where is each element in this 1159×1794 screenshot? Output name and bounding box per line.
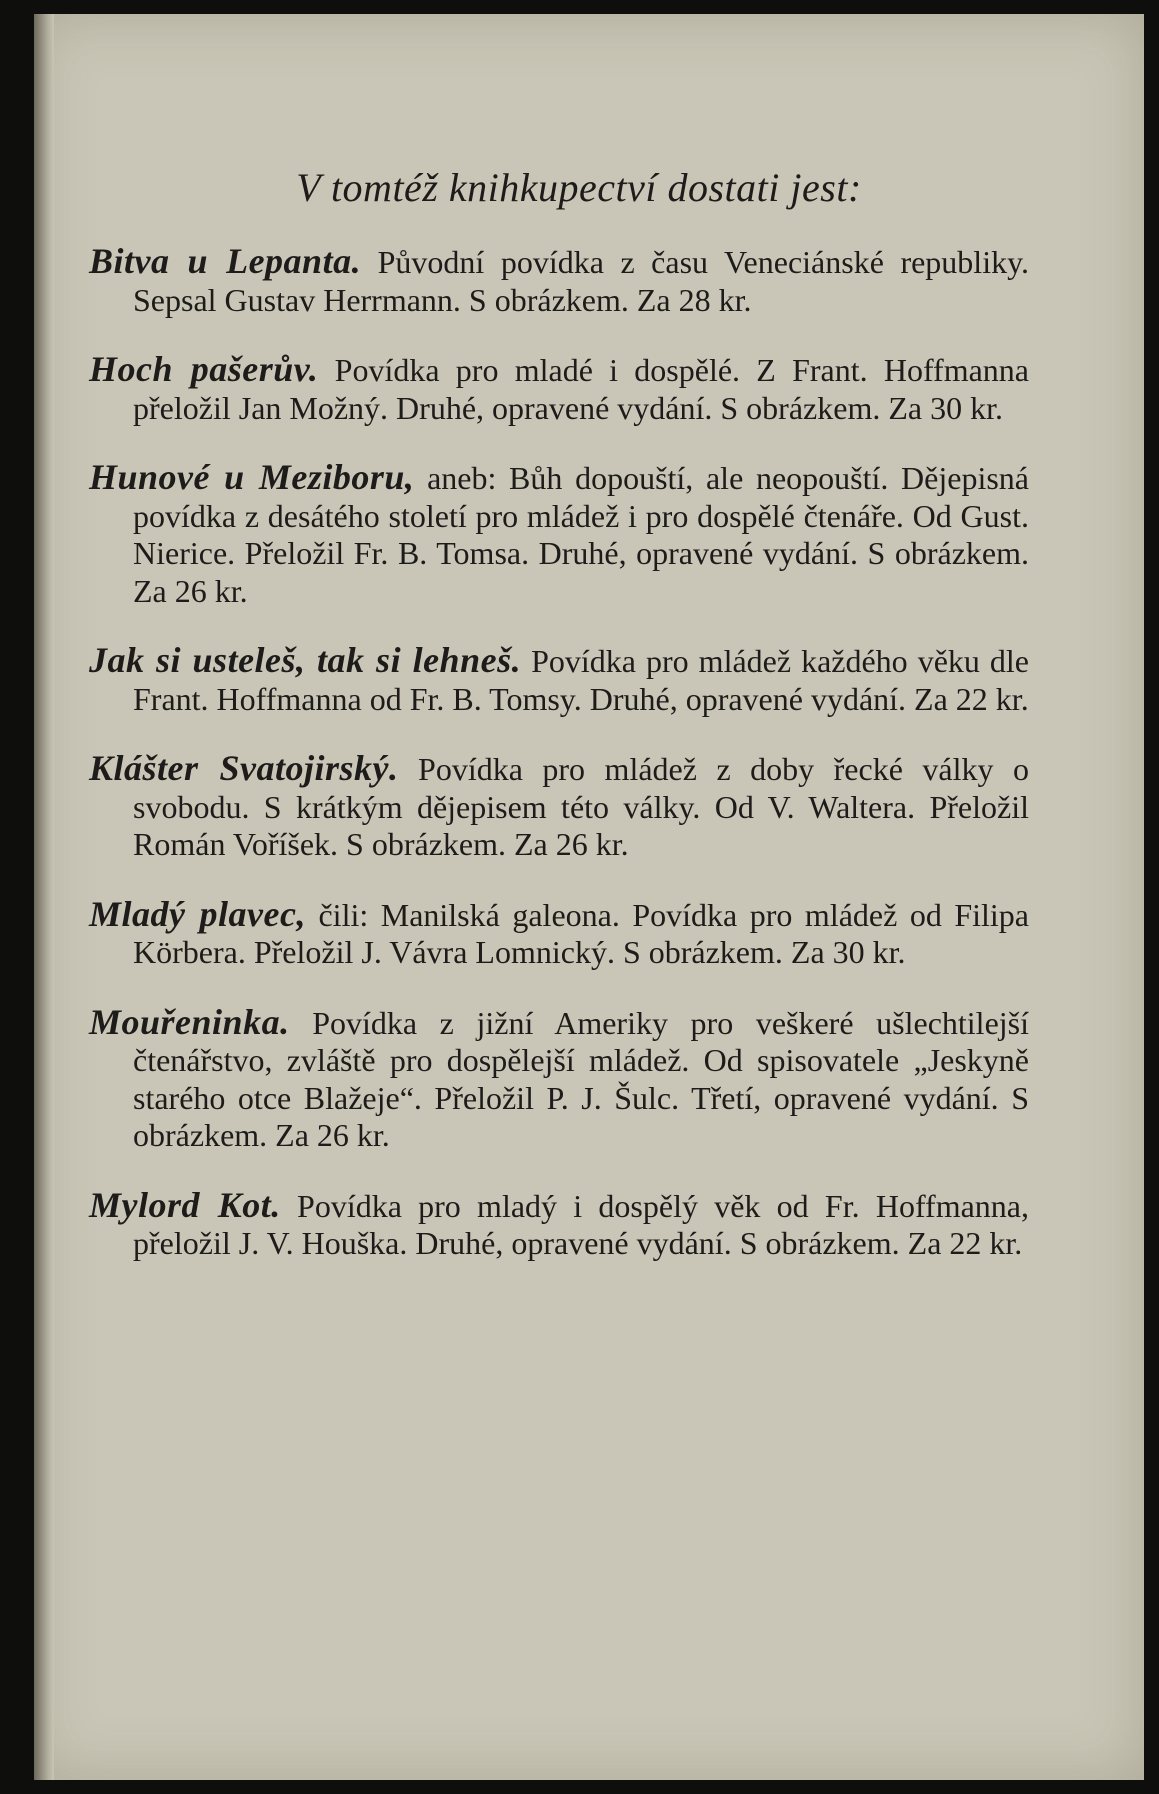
list-item: [89, 642, 1029, 718]
page-heading: V tomtéž knihkupectví dostati jest:: [296, 165, 862, 210]
list-item: [89, 243, 1029, 319]
book-description: aneb: Bůh dopouští, ale neopouští. Dějepisná povídka z desátého století pro mládež i pro dospělé čtenáře. Od Gust. Nierice. Přeložil Fr. B. Tomsa. Druhé, opravené vydání. S obrázkem. Za 26 kr.: [133, 460, 1029, 609]
book-title: Jak si usteleš, tak si lehneš.: [89, 640, 522, 680]
page-spine-shadow: [34, 14, 54, 1780]
book-title: Hunové u Mezіboru,: [89, 457, 415, 497]
book-description: Povídka pro mládež každého věku dle Frant. Hoffmanna od Fr. B. Tomsy. Druhé, opravené vydání. Za 22 kr.: [133, 643, 1030, 717]
book-title: Mylord Kot.: [89, 1184, 281, 1225]
book-description: Povídka pro mládež z doby řecké války o svobodu. S krátkým dějepisem této války. Od V. Waltera. Přeložil Román Voříšek. S obrázkem. Za 26 kr.: [133, 751, 1029, 862]
book-title: Bitva u Lepanta.: [89, 241, 362, 281]
book-description: Původní povídka z času Veneciánské republiky. Sepsal Gustav Herrmann. S obrázkem. Za 28 kr.: [133, 244, 1030, 318]
book-title: Hoch pašerův.: [89, 349, 319, 389]
book-description: čili: Manilská galeona. Povídka pro mládež od Filipa Körbera. Přeložil J. Vávra Lomnický. S obrázkem. Za 30 kr.: [133, 896, 1030, 970]
list-item: [89, 750, 1029, 864]
book-title: Mladý plavec,: [89, 893, 306, 934]
book-description: Povídka pro mladé i dospělé. Z Frant. Hoffmanna přeložil Jan Možný. Druhé, opravené vydání. S obrázkem. Za 30 kr.: [133, 352, 1030, 426]
list-item: [89, 893, 1030, 972]
book-description: Povídka pro mladý i dospělý věk od Fr. Hoffmanna, přeložil J. V. Houška. Druhé, opravené vydání. S obrázkem. Za 22 kr.: [133, 1187, 1030, 1261]
book-page: [34, 14, 1144, 1780]
book-list: [89, 243, 1029, 1263]
page-content: [89, 134, 1029, 1273]
list-item: [89, 351, 1029, 427]
book-title: Mouřeninka.: [89, 1001, 290, 1042]
book-title: Klášter Svatojirský.: [89, 748, 399, 788]
list-item: [89, 1184, 1030, 1263]
list-item: [89, 459, 1029, 610]
book-description: Povídka z jižní Ameriky pro veškeré ušlechtilejší čtenářstvo, zvláště pro dospělejší mládež. Od spisovatele „Jeskyně starého otce Blažeje“. Přeložil P. J. Šulc. Třetí, opravené vydání. S obrázkem. Za 26 kr.: [133, 1004, 1030, 1153]
list-item: [89, 1001, 1030, 1155]
